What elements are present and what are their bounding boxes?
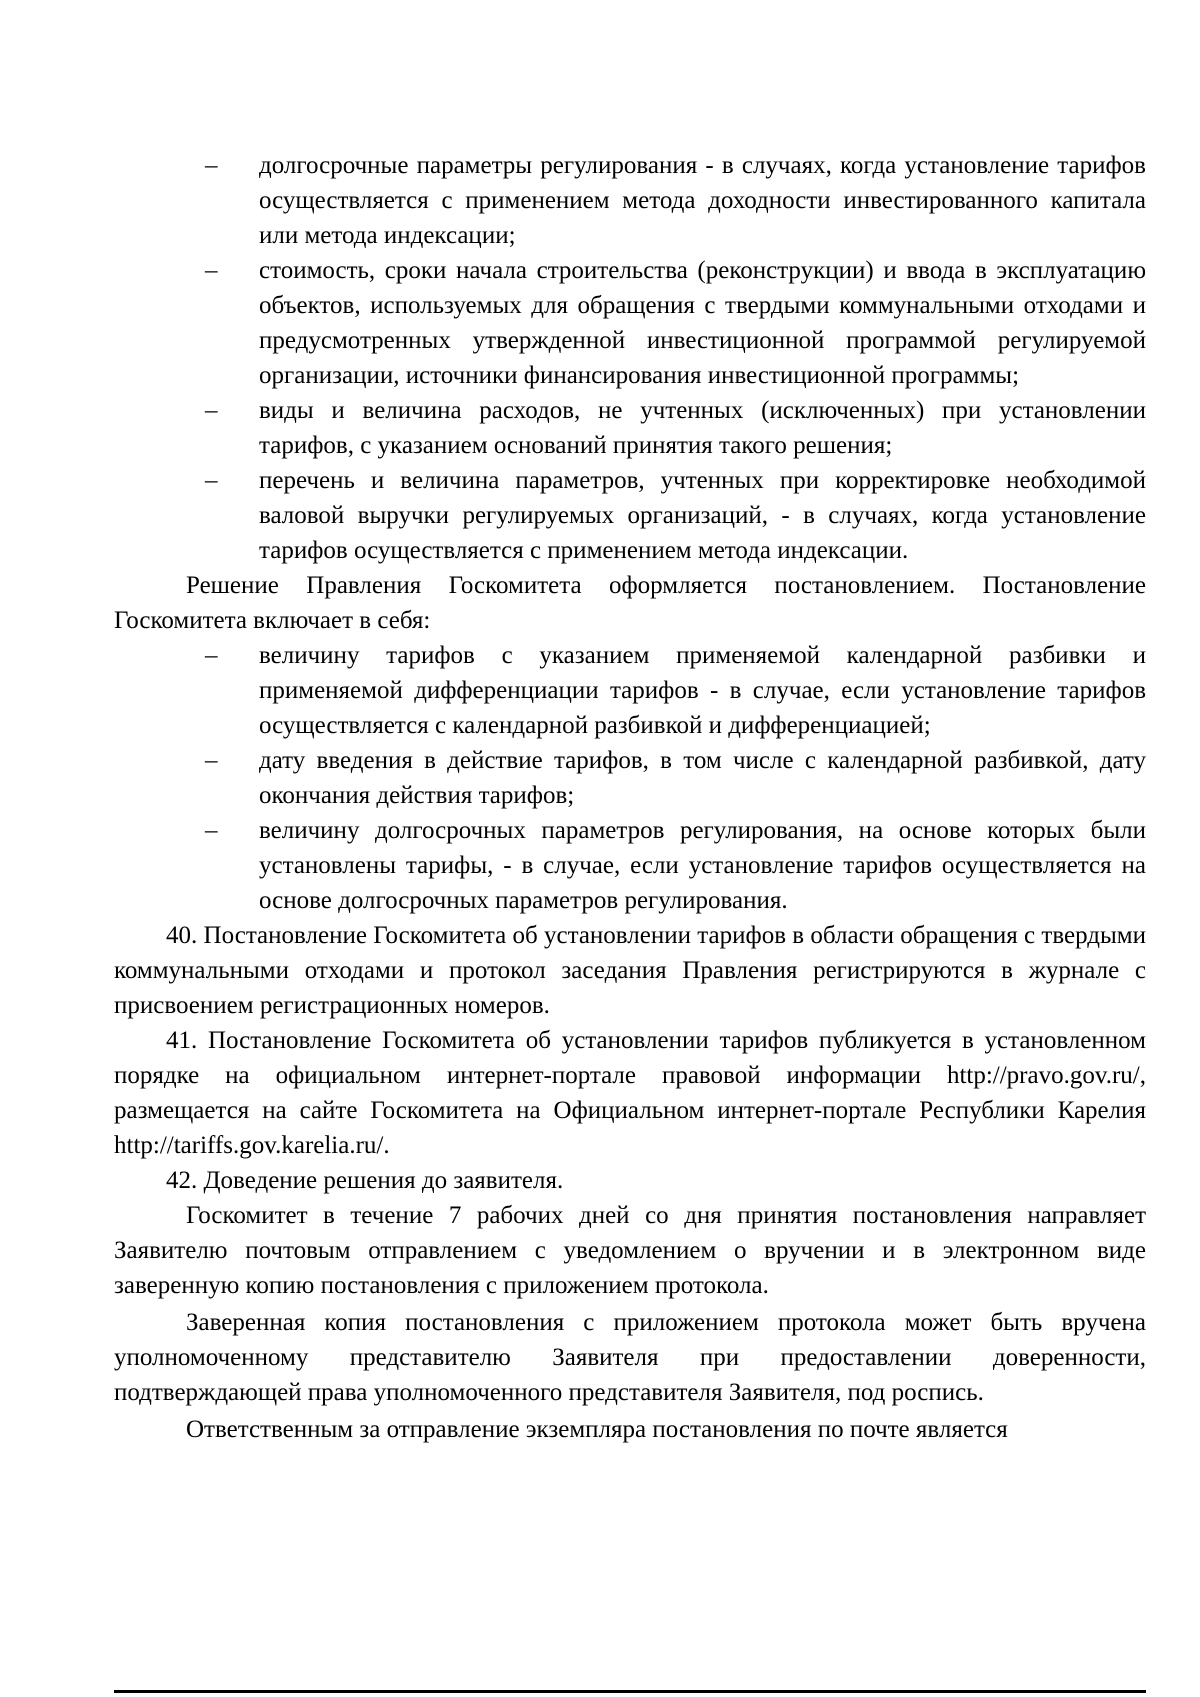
list-item xyxy=(114,148,1146,253)
list-item xyxy=(114,463,1146,568)
dash-marker: – xyxy=(205,817,218,844)
list-item xyxy=(114,253,1146,393)
bullet-list-regulation-params xyxy=(114,148,1146,568)
list-item-text: виды и величина расходов, не учтенных (исключенных) при установлении тарифов, с указанием оснований принятия такого решения; xyxy=(259,397,1146,459)
dash-marker: – xyxy=(205,152,218,179)
list-item-text: дату введения в действие тарифов, в том числе с календарной разбивкой, дату окончания действия тарифов; xyxy=(259,747,1146,809)
list-item-text: перечень и величина параметров, учтенных при корректировке необходимой валовой выручки регулируемых организаций, - в случаях, когда установление тарифов осуществляется с применением метода индексации. xyxy=(259,467,1146,564)
dash-marker: – xyxy=(205,467,218,494)
list-item xyxy=(114,813,1146,918)
paragraph-40: 40. Постановление Госкомитета об установлении тарифов в области обращения с твердыми коммунальными отходами и протокол заседания Правления регистрируются в журнале с присвоением регистрационных номеров. xyxy=(114,922,1146,1019)
list-item-text: величину тарифов с указанием применяемой календарной разбивки и применяемой дифференциации тарифов - в случае, если установление тарифов осуществляется с календарной разбивкой и дифференциацией; xyxy=(259,642,1146,739)
paragraph-sending: Госкомитет в течение 7 рабочих дней со дня принятия постановления направляет Заявителю почтовым отправлением с уведомлением о вручении и в электронном виде заверенную копию постановления с приложением протокола. xyxy=(114,1202,1146,1299)
list-item xyxy=(114,393,1146,463)
dash-marker: – xyxy=(205,257,218,284)
list-item-text: стоимость, сроки начала строительства (реконструкции) и ввода в эксплуатацию объектов, используемых для обращения с твердыми коммунальными отходами и предусмотренных утвержденной инвестиционной программой регулируемой организации, источники финансирования инвестиционной программы; xyxy=(259,257,1146,389)
dash-marker: – xyxy=(205,397,218,424)
dash-marker: – xyxy=(205,747,218,774)
list-item xyxy=(114,743,1146,813)
document-page xyxy=(114,148,1146,1447)
list-item-text: величину долгосрочных параметров регулирования, на основе которых были установлены тарифы, - в случае, если установление тарифов осуществляется на основе долгосрочных параметров регулирования. xyxy=(259,817,1146,914)
paragraph-copy-delivery: Заверенная копия постановления с приложением протокола может быть вручена уполномоченному представителю Заявителя при предоставлении доверенности, подтверждающей права уполномоченного представителя Заявителя, под роспись. xyxy=(114,1309,1146,1406)
page-bottom-rule xyxy=(114,1690,1146,1693)
paragraph-41: 41. Постановление Госкомитета об установлении тарифов публикуется в установленном порядке на официальном интернет-портале правовой информации http://pravo.gov.ru/, размещается на сайте Госкомитета на Официальном интернет-портале Республики Карелия http://tariffs.gov.karelia.ru/. xyxy=(114,1027,1146,1159)
list-item-text: долгосрочные параметры регулирования - в случаях, когда установление тарифов осуществляется с применением метода доходности инвестированного капитала или метода индексации; xyxy=(259,152,1146,249)
paragraph-42: 42. Доведение решения до заявителя. xyxy=(166,1167,564,1194)
list-item xyxy=(114,638,1146,743)
dash-marker: – xyxy=(205,642,218,669)
paragraph-decision: Решение Правления Госкомитета оформляется постановлением. Постановление Госкомитета включает в себя: xyxy=(114,572,1146,634)
bullet-list-resolution-contents xyxy=(114,638,1146,918)
paragraph-responsible: Ответственным за отправление экземпляра постановления по почте является xyxy=(186,1416,1008,1443)
